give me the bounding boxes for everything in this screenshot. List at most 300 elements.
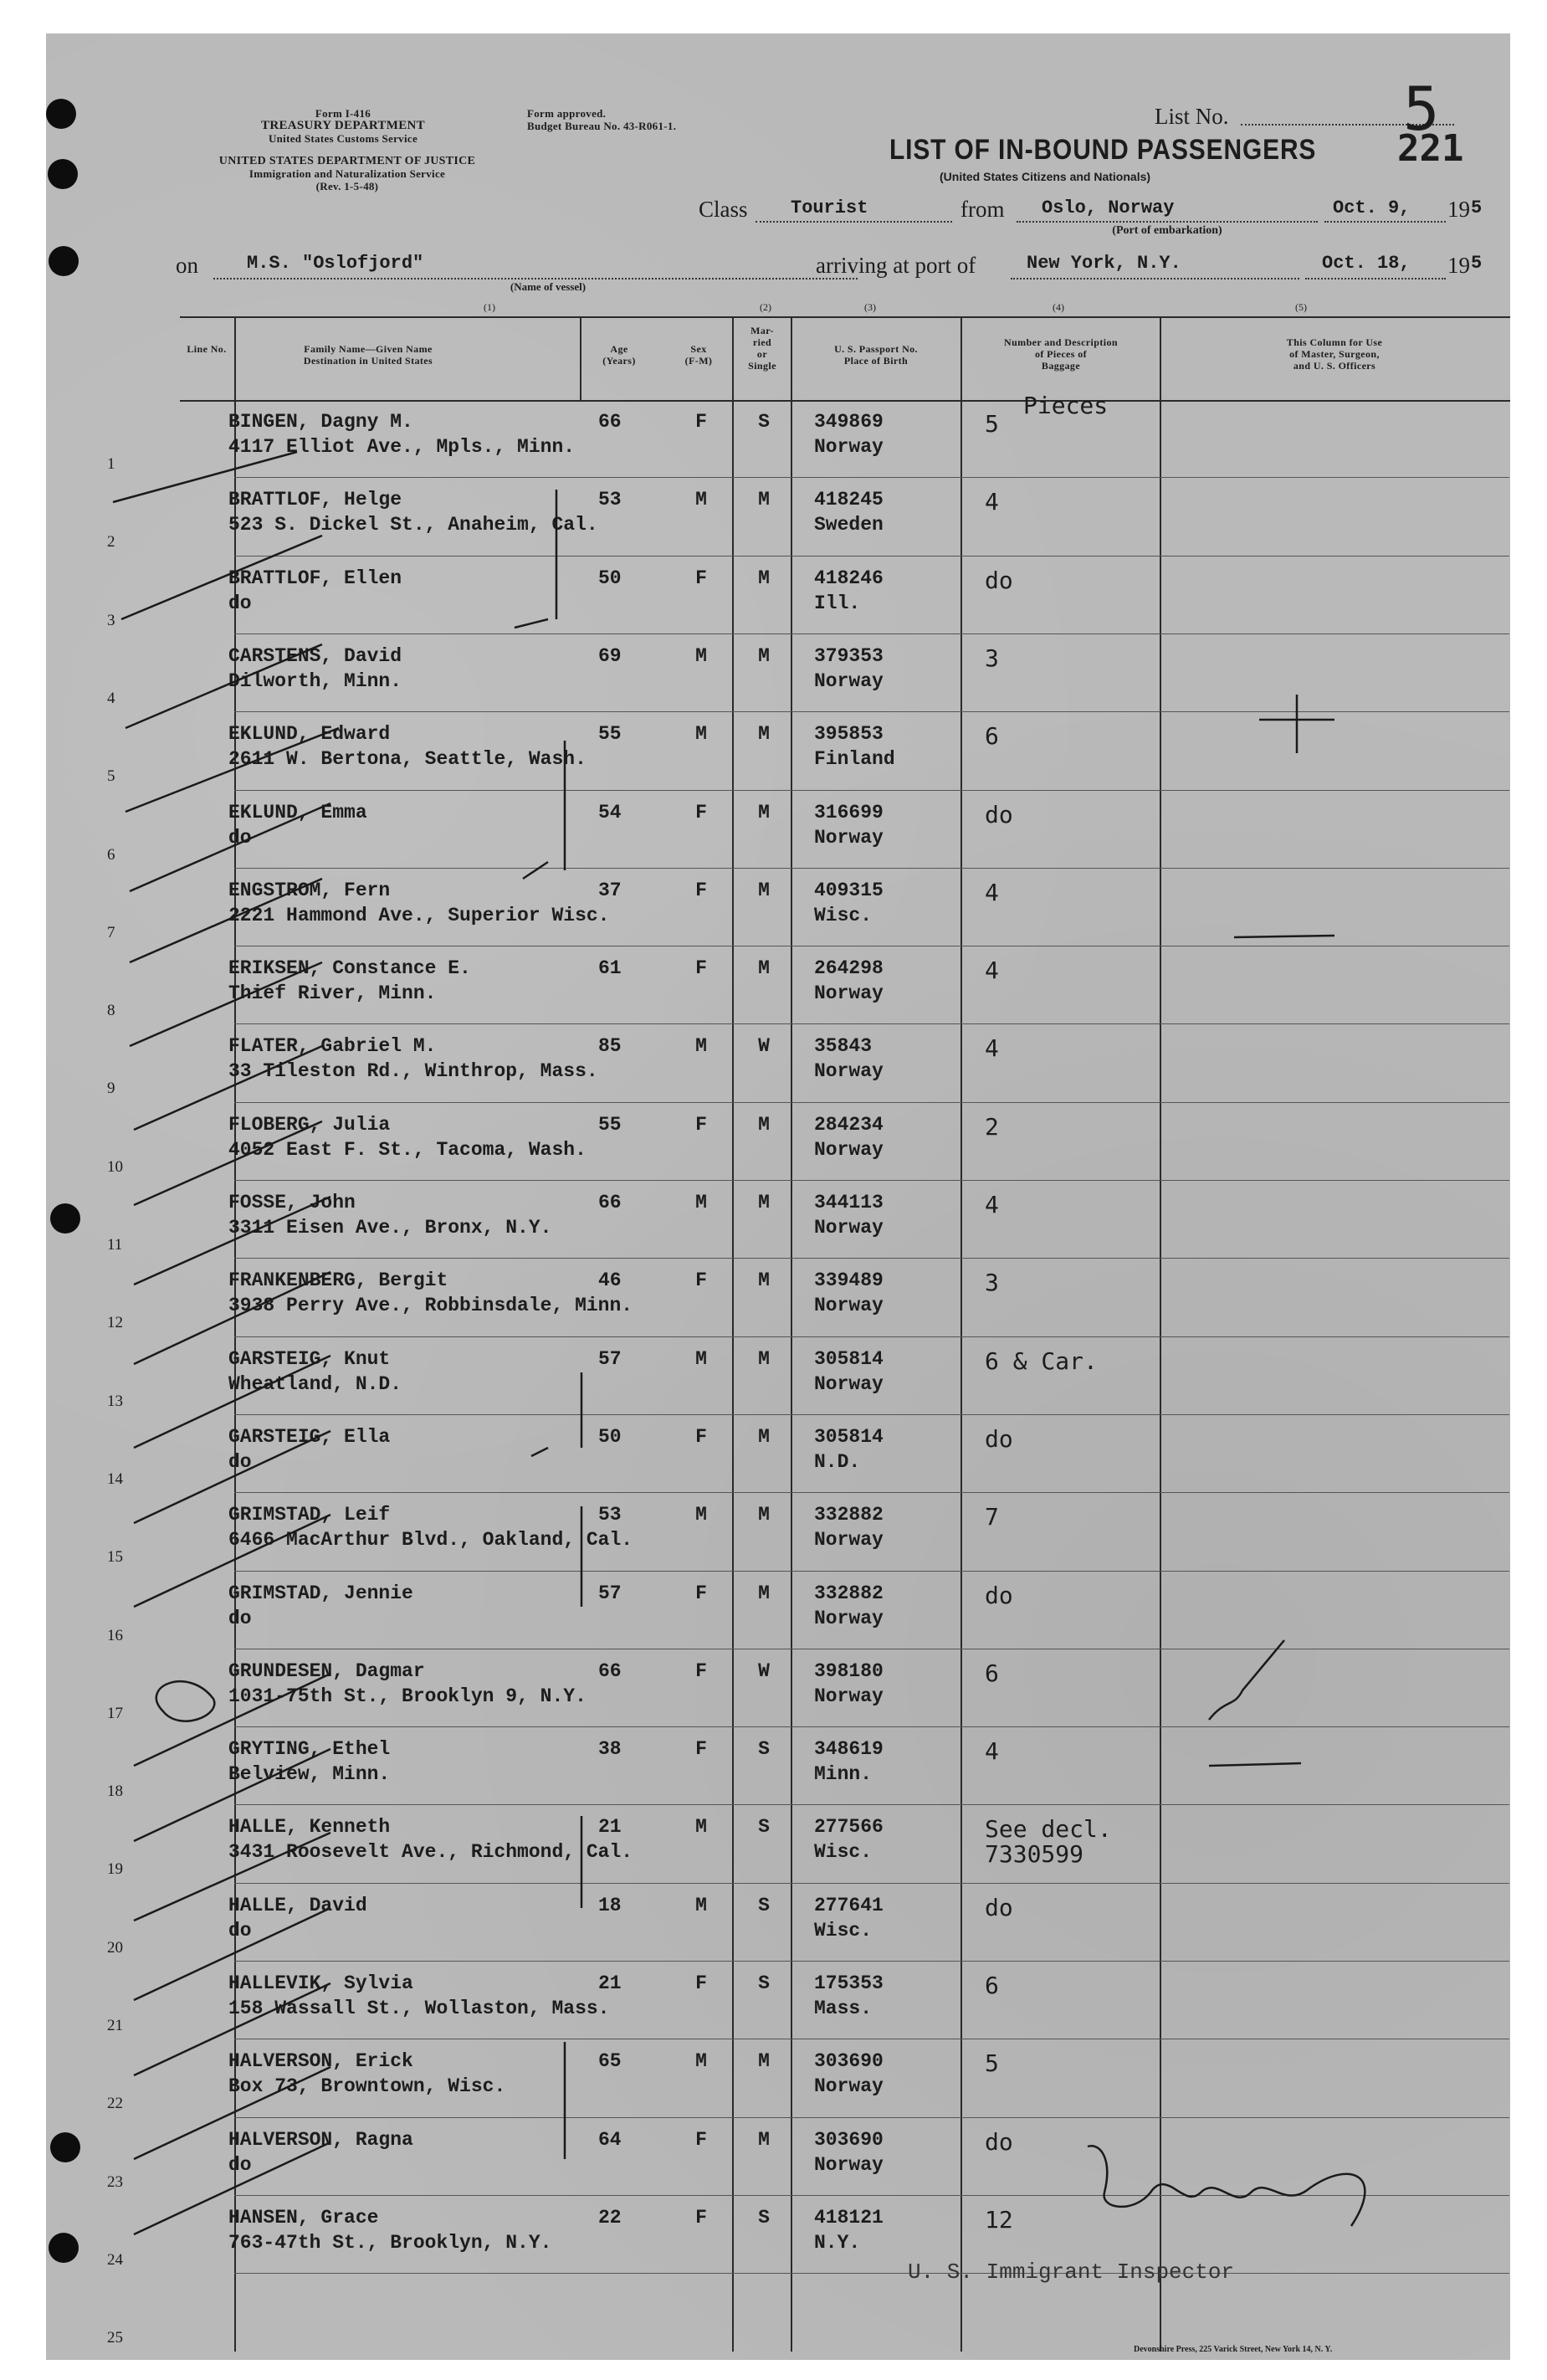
passenger-sex: M	[695, 644, 707, 667]
vessel-name: M.S. "Oslofjord"	[247, 253, 424, 274]
passenger-sex: M	[695, 2050, 707, 2073]
col-divider-line	[234, 316, 236, 2352]
passport-number: 418121	[814, 2206, 884, 2229]
passenger-age: 21	[598, 1816, 622, 1839]
dash-mark	[1234, 936, 1334, 937]
page-number: 221	[1397, 127, 1464, 170]
passenger-age: 53	[598, 1504, 622, 1526]
line-number: 1	[107, 455, 115, 473]
on-label: on	[176, 253, 198, 278]
passenger-name: HANSEN, Grace	[228, 2206, 379, 2229]
baggage-note: Pieces	[1023, 392, 1109, 419]
passenger-name: BRATTLOF, Helge	[228, 489, 402, 511]
passenger-destination: 4117 Elliot Ave., Mpls., Minn.	[228, 436, 576, 458]
doj-label: UNITED STATES DEPARTMENT OF JUSTICE	[218, 155, 476, 167]
passenger-sex: F	[695, 1972, 707, 1994]
baggage-count: 4	[985, 488, 999, 516]
arriving-label: arriving at port of	[816, 253, 976, 278]
baggage-count: 6	[985, 1972, 999, 1999]
col-number-4: (4)	[1053, 301, 1064, 313]
passenger-sex: M	[695, 489, 707, 511]
line-number: 12	[107, 1314, 123, 1332]
passenger-age: 69	[598, 644, 622, 667]
passenger-name: ERIKSEN, Constance E.	[228, 957, 471, 980]
baggage-count: 6	[985, 1659, 999, 1687]
arrival-date-dots	[1305, 278, 1446, 280]
page-title: LIST OF IN-BOUND PASSENGERS	[889, 134, 1317, 166]
list-no-value: 5	[1403, 74, 1440, 144]
binder-hole	[50, 1203, 80, 1234]
col-head-age: Age (Years)	[602, 343, 636, 367]
treasury-label: TREASURY DEPARTMENT	[261, 119, 425, 132]
passenger-destination: 4052 East F. St., Tacoma, Wash.	[228, 1138, 587, 1161]
passenger-name: HALVERSON, Erick	[228, 2050, 413, 2073]
passenger-age: 57	[598, 1347, 622, 1370]
place-of-birth: Mass.	[814, 1998, 873, 2019]
passport-number: 264298	[814, 957, 884, 980]
ins-label: Immigration and Naturalization Service	[248, 167, 446, 180]
row-separator	[234, 477, 1509, 478]
passenger-marital: M	[758, 1504, 770, 1526]
passenger-sex: M	[695, 723, 707, 746]
passenger-age: 66	[598, 1192, 622, 1213]
line-number: 6	[107, 845, 115, 864]
inspector-label: U. S. Immigrant Inspector	[908, 2259, 1235, 2285]
passenger-age: 50	[598, 567, 622, 589]
row-separator	[234, 2195, 1509, 2196]
col-divider-age	[732, 316, 734, 2352]
baggage-count: 6	[985, 722, 999, 751]
bracket-mark	[515, 490, 556, 628]
passenger-age: 66	[598, 1659, 622, 1682]
passport-number: 398180	[814, 1659, 884, 1682]
baggage-count: 7	[985, 1503, 999, 1531]
arrival-date: Oct. 18,	[1322, 253, 1411, 274]
passenger-marital: M	[758, 644, 770, 667]
passenger-name: ENGSTROM, Fern	[228, 879, 391, 901]
list-no-label: List No.	[1155, 104, 1229, 129]
row-separator	[234, 1023, 1509, 1024]
passport-number: 175353	[814, 1972, 884, 1994]
passenger-sex: F	[695, 1425, 707, 1448]
class-dots	[756, 221, 952, 223]
passenger-marital: S	[758, 1894, 770, 1916]
row-separator	[234, 1804, 1509, 1805]
passenger-marital: M	[758, 879, 770, 901]
place-of-birth: Minn.	[814, 1763, 873, 1786]
depart-date: Oct. 9,	[1333, 197, 1411, 218]
baggage-count: do	[985, 1424, 1013, 1453]
row-separator	[234, 1180, 1509, 1181]
passenger-age: 57	[598, 1582, 622, 1604]
line-number: 4	[107, 689, 115, 707]
passenger-name: FRANKENBERG, Bergit	[228, 1270, 448, 1292]
passenger-destination: 2221 Hammond Ave., Superior Wisc.	[228, 904, 610, 926]
passenger-name: FLATER, Gabriel M.	[228, 1035, 437, 1058]
passenger-marital: M	[758, 567, 770, 589]
passport-number: 418246	[814, 567, 884, 589]
passenger-destination: 6466 MacArthur Blvd., Oakland, Cal.	[228, 1529, 633, 1552]
passenger-destination: Belview, Minn.	[228, 1763, 391, 1786]
row-separator	[234, 1883, 1509, 1884]
passport-number: 332882	[814, 1582, 884, 1604]
class-label: Class	[699, 197, 748, 222]
passenger-age: 50	[598, 1425, 622, 1448]
passport-number: 339489	[814, 1270, 884, 1292]
place-of-birth: Norway	[814, 1217, 884, 1239]
row-separator	[234, 1961, 1509, 1962]
baggage-count: 2	[985, 1112, 999, 1141]
doj-block	[172, 155, 523, 192]
col-number-5: (5)	[1295, 301, 1307, 313]
place-of-birth: Wisc.	[814, 904, 873, 926]
passenger-destination: 3311 Eisen Ave., Bronx, N.Y.	[228, 1217, 552, 1239]
page-subtitle: (United States Citizens and Nationals)	[940, 170, 1151, 183]
passenger-age: 66	[598, 411, 622, 433]
class-value: Tourist	[791, 197, 868, 218]
passenger-age: 55	[598, 1113, 622, 1136]
passenger-destination: do	[228, 1607, 252, 1629]
baggage-count: See decl.	[985, 1815, 1112, 1844]
baggage-count: 5	[985, 2049, 999, 2078]
depart-year: 5	[1471, 197, 1483, 218]
row-separator	[234, 868, 1509, 869]
passenger-sex: F	[695, 411, 707, 433]
passenger-sex: M	[695, 1816, 707, 1839]
place-of-birth: Sweden	[814, 514, 884, 536]
table-header-rule	[180, 400, 1510, 402]
col-divider-passport	[960, 316, 962, 2352]
baggage-count: 5	[985, 410, 999, 438]
passenger-marital: M	[758, 801, 770, 823]
passport-number: 284234	[814, 1113, 884, 1136]
baggage-count: 4	[985, 1034, 999, 1063]
revision-label: (Rev. 1-5-48)	[315, 180, 379, 192]
place-of-birth: Norway	[814, 1685, 884, 1707]
line-number: 3	[107, 611, 115, 629]
depart-year-prefix: 19	[1447, 197, 1470, 222]
form-id-block	[234, 107, 452, 145]
arrival-year: 5	[1471, 253, 1483, 274]
passenger-name: EKLUND, Edward	[228, 723, 391, 746]
vessel-caption: (Name of vessel)	[510, 280, 587, 293]
row-separator	[234, 1726, 1509, 1727]
passenger-age: 65	[598, 2050, 622, 2073]
passenger-destination: 158 Wassall St., Wollaston, Mass.	[228, 1998, 610, 2019]
col-head-passport: U. S. Passport No. Place of Birth	[834, 343, 918, 367]
baggage-note: 7330599	[985, 1840, 1084, 1869]
line-number: 23	[107, 2172, 123, 2191]
place-of-birth: Norway	[814, 1295, 884, 1317]
col-head-line: Line No.	[187, 343, 227, 355]
line-number: 16	[107, 1626, 123, 1644]
passenger-marital: M	[758, 2050, 770, 2073]
passenger-name: GARSTEIG, Knut	[228, 1347, 391, 1370]
line-number: 18	[107, 1782, 123, 1801]
from-value: Oslo, Norway	[1042, 197, 1175, 218]
passport-number: 303690	[814, 2128, 884, 2151]
passenger-marital: M	[758, 1113, 770, 1136]
line-number: 5	[107, 767, 115, 786]
passenger-sex: M	[695, 1504, 707, 1526]
passenger-destination: 2611 W. Bertona, Seattle, Wash.	[228, 748, 587, 771]
place-of-birth: Finland	[814, 748, 895, 771]
passenger-age: 54	[598, 801, 622, 823]
passenger-sex: F	[695, 2128, 707, 2151]
passenger-marital: M	[758, 1270, 770, 1292]
line-number: 24	[107, 2250, 123, 2269]
baggage-count: do	[985, 1581, 1013, 1609]
passenger-destination: 3431 Roosevelt Ave., Richmond, Cal.	[228, 1841, 633, 1864]
place-of-birth: Ill.	[814, 592, 861, 614]
passenger-name: HALLE, Kenneth	[228, 1816, 391, 1839]
line-number: 7	[107, 923, 115, 941]
passenger-marital: M	[758, 723, 770, 746]
passenger-marital: M	[758, 2128, 770, 2151]
passport-number: 35843	[814, 1035, 873, 1058]
passenger-name: HALLE, David	[228, 1894, 367, 1916]
place-of-birth: Norway	[814, 982, 884, 1005]
passenger-marital: M	[758, 489, 770, 511]
passenger-destination: do	[228, 826, 252, 849]
col-number-3: (3)	[864, 301, 876, 313]
row-separator	[234, 711, 1509, 712]
passenger-sex: F	[695, 1738, 707, 1761]
passenger-marital: M	[758, 1582, 770, 1604]
passenger-sex: F	[695, 567, 707, 589]
passenger-destination: 1031-75th St., Brooklyn 9, N.Y.	[228, 1685, 587, 1707]
place-of-birth: Norway	[814, 1529, 884, 1552]
passport-number: 418245	[814, 489, 884, 511]
passport-number: 277566	[814, 1816, 884, 1839]
place-of-birth: Norway	[814, 1138, 884, 1161]
row-separator	[234, 1414, 1509, 1415]
passenger-marital: S	[758, 1738, 770, 1761]
passenger-sex: M	[695, 1035, 707, 1058]
binder-hole	[46, 99, 76, 129]
col-divider-baggage	[1160, 316, 1161, 2352]
passenger-age: 18	[598, 1894, 622, 1916]
row-separator	[234, 1492, 1509, 1493]
passenger-destination: 3938 Perry Ave., Robbinsdale, Minn.	[228, 1295, 633, 1317]
line-number: 9	[107, 1080, 115, 1098]
approval-line: Form approved.	[527, 107, 607, 120]
passport-number: 305814	[814, 1347, 884, 1370]
col-number-1: (1)	[484, 301, 495, 313]
passenger-name: HALVERSON, Ragna	[228, 2128, 413, 2151]
passenger-marital: S	[758, 2206, 770, 2229]
customs-label: United States Customs Service	[268, 132, 418, 145]
row-separator	[234, 633, 1509, 634]
line-number: 10	[107, 1157, 123, 1176]
place-of-birth: N.Y.	[814, 2231, 861, 2254]
passenger-age: 85	[598, 1035, 622, 1058]
place-of-birth: Norway	[814, 1060, 884, 1083]
binder-hole	[50, 2132, 80, 2162]
passenger-marital: W	[758, 1659, 770, 1682]
place-of-birth: N.D.	[814, 1450, 861, 1473]
line-number: 17	[107, 1704, 123, 1722]
passenger-sex: F	[695, 957, 707, 980]
passenger-name: CARSTENS, David	[228, 644, 402, 667]
baggage-count: do	[985, 800, 1013, 828]
passenger-marital: M	[758, 957, 770, 980]
passenger-marital: S	[758, 1972, 770, 1994]
passenger-age: 61	[598, 957, 622, 980]
passenger-sex: M	[695, 1894, 707, 1916]
passenger-destination: Box 73, Browntown, Wisc.	[228, 2075, 506, 2098]
place-of-birth: Norway	[814, 669, 884, 692]
line-number: 15	[107, 1548, 123, 1567]
passenger-age: 53	[598, 489, 622, 511]
passenger-sex: F	[695, 879, 707, 901]
col-head-sex: Sex (F-M)	[684, 343, 713, 367]
line-number: 13	[107, 1392, 123, 1410]
row-separator	[234, 556, 1509, 557]
baggage-count: 3	[985, 1269, 999, 1297]
passenger-destination: 523 S. Dickel St., Anaheim, Cal.	[228, 514, 598, 536]
passenger-destination: 763-47th St., Brooklyn, N.Y.	[228, 2231, 552, 2254]
place-of-birth: Wisc.	[814, 1841, 873, 1864]
passenger-sex: F	[695, 1113, 707, 1136]
row-separator	[234, 2273, 1509, 2274]
binder-hole	[49, 2233, 79, 2263]
port-caption: (Port of embarkation)	[1112, 224, 1222, 237]
binder-hole	[49, 246, 79, 276]
place-of-birth: Wisc.	[814, 1919, 873, 1941]
dash-mark	[1209, 1763, 1301, 1766]
passenger-age: 22	[598, 2206, 622, 2229]
line-number: 21	[107, 2017, 123, 2034]
table-top-rule	[180, 316, 1510, 318]
passenger-sex: F	[695, 2206, 707, 2229]
plus-mark	[1259, 695, 1334, 753]
place-of-birth: Norway	[814, 2075, 884, 2098]
line-number: 20	[107, 1938, 123, 1957]
binder-hole	[48, 159, 78, 189]
passenger-age: 37	[598, 879, 622, 901]
passenger-destination: do	[228, 1919, 252, 1941]
from-dots	[1017, 221, 1318, 223]
row-separator	[234, 2117, 1509, 2118]
passenger-name: GRIMSTAD, Leif	[228, 1504, 391, 1526]
passenger-sex: F	[695, 1659, 707, 1682]
baggage-count: do	[985, 1893, 1013, 1921]
row-separator	[234, 790, 1509, 791]
passenger-marital: S	[758, 411, 770, 433]
line-number: 22	[107, 2095, 123, 2113]
passport-number: 395853	[814, 723, 884, 746]
passport-number: 316699	[814, 801, 884, 823]
passenger-age: 21	[598, 1972, 622, 1994]
passenger-age: 38	[598, 1738, 622, 1761]
passport-number: 303690	[814, 2050, 884, 2073]
passenger-name: EKLUND, Emma	[228, 801, 367, 823]
manifest-sheet	[46, 33, 1510, 2360]
baggage-count: 6 & Car.	[985, 1346, 1098, 1375]
approval-block	[527, 107, 803, 132]
col-divider-marital	[791, 316, 792, 2352]
baggage-count: do	[985, 2127, 1013, 2156]
printer-credit: Devonshire Press, 225 Varick Street, New York 14, N. Y.	[1134, 2345, 1333, 2354]
baggage-count: 4	[985, 957, 999, 985]
arrival-port: New York, N.Y.	[1027, 253, 1181, 274]
line-number: 25	[107, 2329, 123, 2347]
place-of-birth: Norway	[814, 826, 884, 849]
baggage-count: 4	[985, 1191, 999, 1218]
form-id: Form I-416	[315, 107, 371, 120]
inspector-signature	[1088, 2146, 1365, 2226]
passenger-age: 46	[598, 1270, 622, 1292]
line-number: 8	[107, 1002, 115, 1020]
passenger-sex: F	[695, 801, 707, 823]
passenger-name: FLOBERG, Julia	[228, 1113, 391, 1136]
place-of-birth: Norway	[814, 1607, 884, 1629]
passenger-name: FOSSE, John	[228, 1192, 356, 1213]
passenger-name: BINGEN, Dagny M.	[228, 411, 413, 433]
row-separator	[234, 1571, 1509, 1572]
passport-number: 332882	[814, 1504, 884, 1526]
passenger-name: GARSTEIG, Ella	[228, 1425, 391, 1448]
check-mark	[1209, 1640, 1284, 1720]
col-head-name: Family Name—Given Name Destination in United States	[303, 343, 433, 367]
check-strokes	[113, 452, 1365, 2234]
passport-number: 349869	[814, 411, 884, 433]
passenger-name: HALLEVIK, Sylvia	[228, 1972, 413, 1994]
passenger-name: BRATTLOF, Ellen	[228, 567, 402, 589]
passenger-destination: Dilworth, Minn.	[228, 669, 402, 692]
passenger-age: 64	[598, 2128, 622, 2151]
passenger-destination: Wheatland, N.D.	[228, 1372, 402, 1395]
row-separator	[234, 1258, 1509, 1259]
depart-date-dots	[1324, 221, 1446, 223]
baggage-count: do	[985, 566, 1013, 594]
passport-number: 344113	[814, 1192, 884, 1213]
baggage-count: 12	[985, 2205, 1013, 2234]
place-of-birth: Norway	[814, 2153, 884, 2176]
place-of-birth: Norway	[814, 436, 884, 458]
passenger-marital: S	[758, 1816, 770, 1839]
passenger-name: GRUNDESEN, Dagmar	[228, 1659, 425, 1682]
line-number: 19	[107, 1860, 123, 1879]
from-label: from	[960, 197, 1005, 222]
passenger-marital: W	[758, 1035, 770, 1058]
line-number: 14	[107, 1470, 123, 1488]
passport-number: 305814	[814, 1425, 884, 1448]
passport-number: 409315	[814, 879, 884, 901]
row-separator	[234, 1336, 1509, 1337]
passenger-destination: do	[228, 1450, 252, 1473]
baggage-count: 4	[985, 1737, 999, 1766]
passport-number: 277641	[814, 1894, 884, 1916]
row-separator	[234, 1102, 1509, 1103]
passport-number: 348619	[814, 1738, 884, 1761]
passenger-destination: Thief River, Minn.	[228, 982, 437, 1005]
line-number: 11	[107, 1236, 123, 1254]
circle-mark	[156, 1681, 214, 1721]
passenger-name: GRIMSTAD, Jennie	[228, 1582, 413, 1604]
passenger-sex: F	[695, 1582, 707, 1604]
passenger-age: 55	[598, 723, 622, 746]
arrival-port-dots	[1011, 278, 1299, 280]
passenger-destination: 33 Tileston Rd., Winthrop, Mass.	[228, 1060, 598, 1083]
passenger-marital: M	[758, 1192, 770, 1213]
col-head-baggage: Number and Description of Pieces of Baggage	[1004, 336, 1118, 372]
place-of-birth: Norway	[814, 1372, 884, 1395]
passenger-sex: M	[695, 1347, 707, 1370]
arrival-year-prefix: 19	[1447, 253, 1470, 278]
passenger-marital: M	[758, 1425, 770, 1448]
